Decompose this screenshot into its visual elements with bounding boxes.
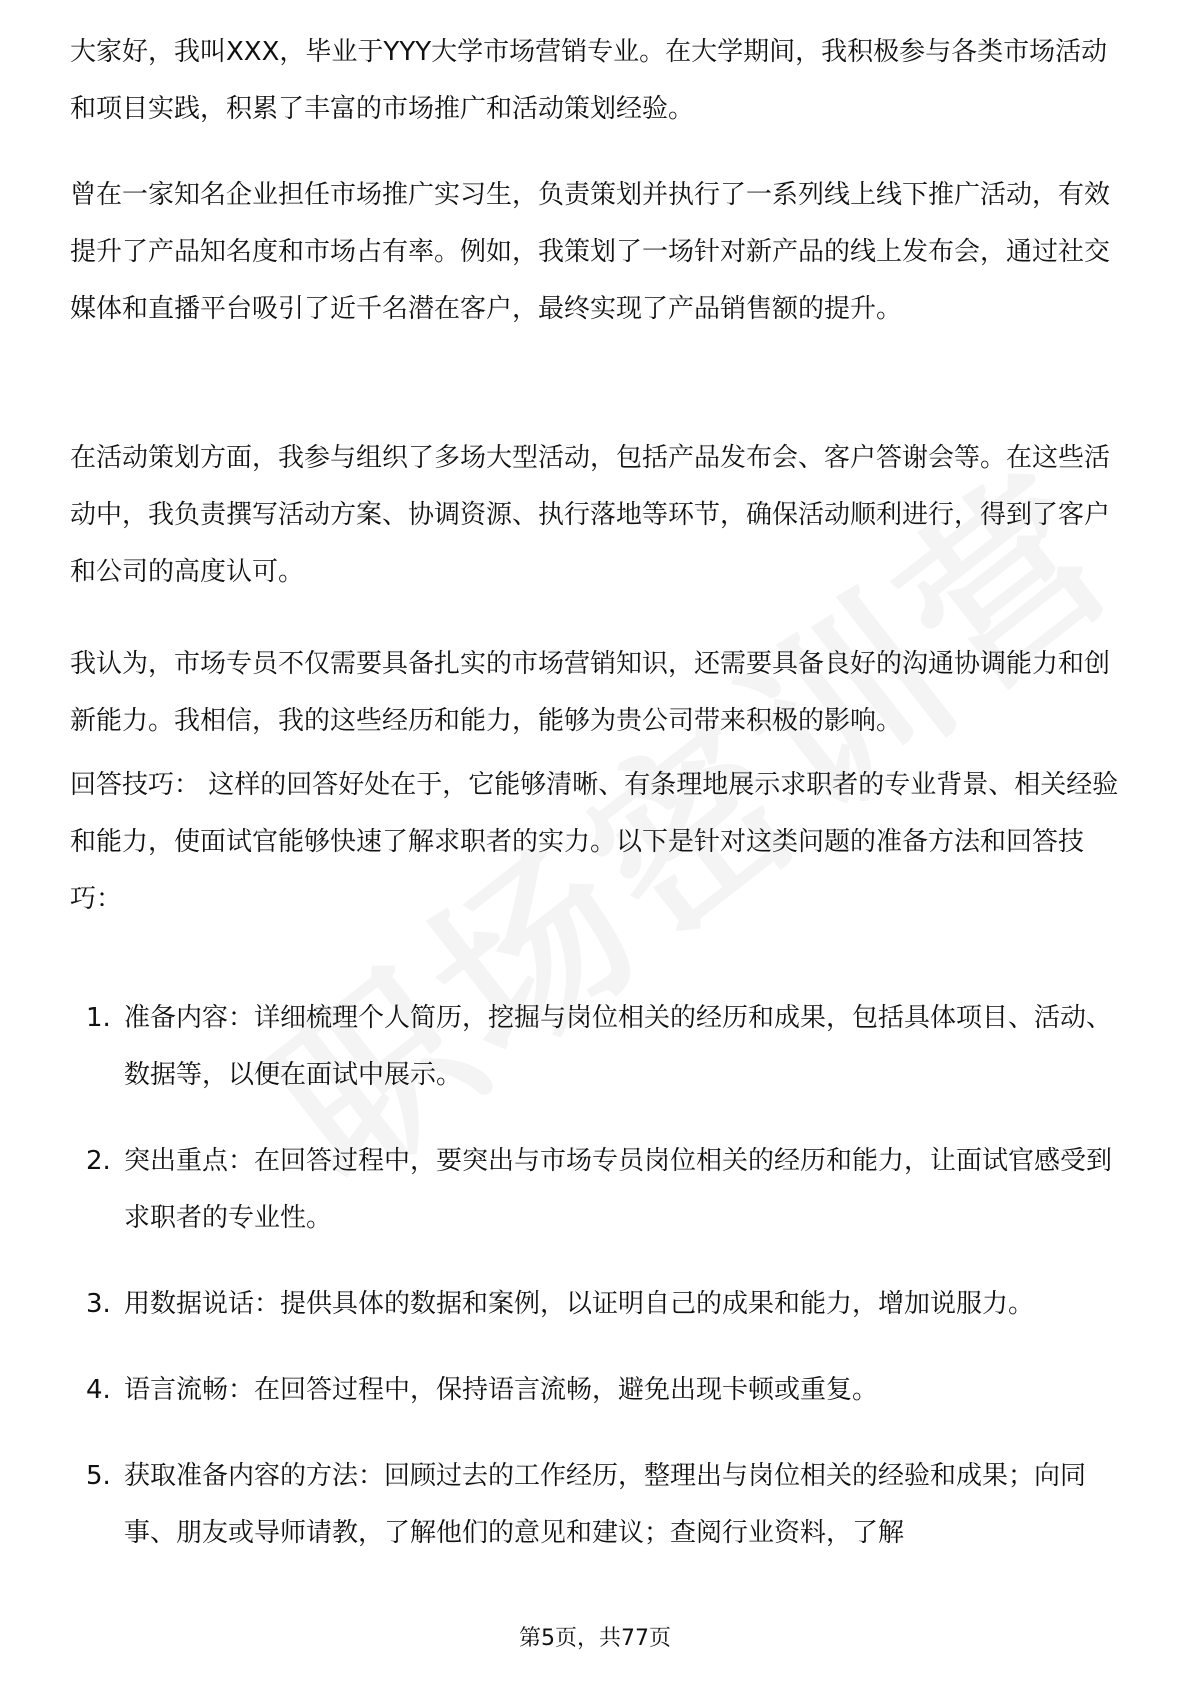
paragraph-experience: 曾在一家知名企业担任市场推广实习生，负责策划并执行了一系列线上线下推广活动，有效提升了产品知名度和市场占有率。例如，我策划了一场针对新产品的线上发布会，通过社交媒体和直播平台吸引了近千名潜在客户，最终实现了产品销售额的提升。 <box>70 180 1111 324</box>
page-footer: 第5页，共77页 <box>519 1626 671 1651</box>
list-item <box>70 990 1120 1104</box>
paragraph-event-planning: 在活动策划方面，我参与组织了多场大型活动，包括产品发布会、客户答谢会等。在这些活动中，我负责撰写活动方案、协调资源、执行落地等环节，确保活动顺利进行，得到了客户和公司的高度认可。 <box>70 443 1111 587</box>
tips-list <box>70 990 1120 1591</box>
list-item-number: 4. <box>86 1375 111 1405</box>
list-item-number: 5. <box>86 1461 111 1491</box>
list-item <box>70 1276 1120 1333</box>
list-item-text: 准备内容：详细梳理个人简历，挖掘与岗位相关的经历和成果，包括具体项目、活动、数据等，以便在面试中展示。 <box>124 1003 1113 1090</box>
list-item-text: 突出重点：在回答过程中，要突出与市场专员岗位相关的经历和能力，让面试官感受到求职者的专业性。 <box>124 1146 1113 1233</box>
list-item-number: 1. <box>86 1003 111 1033</box>
paragraph-answer-tips: 回答技巧： 这样的回答好处在于，它能够清晰、有条理地展示求职者的专业背景、相关经验和能力，使面试官能够快速了解求职者的实力。以下是针对这类问题的准备方法和回答技巧： <box>70 770 1119 914</box>
list-item <box>70 1362 1120 1419</box>
list-item-number: 2. <box>86 1146 111 1176</box>
list-item <box>70 1448 1120 1562</box>
list-item-text: 语言流畅：在回答过程中，保持语言流畅，避免出现卡顿或重复。 <box>124 1375 879 1405</box>
list-item-text: 用数据说话：提供具体的数据和案例，以证明自己的成果和能力，增加说服力。 <box>124 1289 1035 1319</box>
list-item-text: 获取准备内容的方法：回顾过去的工作经历，整理出与岗位相关的经验和成果；向同事、朋友或导师请教，了解他们的意见和建议；查阅行业资料，了解 <box>124 1461 1087 1548</box>
list-item <box>70 1133 1120 1247</box>
paragraph-intro-partial: 大家好，我叫XXX，毕业于YYY大学市场营销专业。在大学期间，我积极参与各类市场活动和项目实践，积累了丰富的市场推广和活动策划经验。 <box>70 37 1108 124</box>
list-item-number: 3. <box>86 1289 111 1319</box>
paragraph-self-assessment: 我认为，市场专员不仅需要具备扎实的市场营销知识，还需要具备良好的沟通协调能力和创新能力。我相信，我的这些经历和能力，能够为贵公司带来积极的影响。 <box>70 649 1111 736</box>
